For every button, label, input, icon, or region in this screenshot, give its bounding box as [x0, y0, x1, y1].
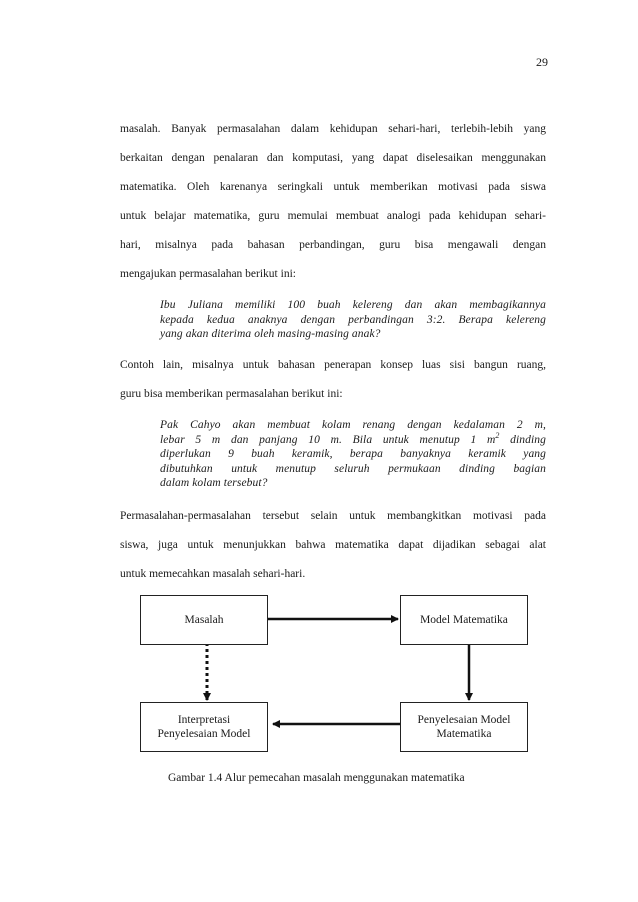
text-line: Permasalahan-permasalahan tersebut selain untuk membangkitkan motivasi pada	[120, 510, 546, 522]
box-label: Masalah	[184, 614, 224, 626]
quote-line: diperlukan 9 buah keramik, berapa banyaknya keramik yang	[160, 448, 546, 460]
paragraph-1	[120, 122, 546, 296]
box-interpretasi	[140, 702, 268, 752]
box-label: Penyelesaian Model	[417, 714, 511, 726]
text-line: siswa, juga untuk menunjukkan bahwa matematika dapat dijadikan sebagai alat	[120, 539, 546, 551]
quote-line: Pak Cahyo akan membuat kolam renang dengan kedalaman 2 m,	[160, 419, 546, 431]
box-model-matematika	[400, 595, 528, 645]
paragraph-2	[120, 358, 546, 416]
quote-line: kepada kedua anaknya dengan perbandingan 3:2. Berapa kelereng	[160, 313, 546, 326]
quote-text: lebar 5 m dan panjang 10 m. Bila untuk menutup 1 m	[160, 433, 496, 446]
page-number: 29	[536, 55, 548, 69]
text-line: mengajukan permasalahan berikut ini:	[120, 268, 296, 280]
quote-line	[160, 430, 546, 448]
text-line: untuk memecahkan masalah sehari-hari.	[120, 568, 306, 580]
box-label: Model Matematika	[420, 614, 508, 626]
paragraph-3	[120, 509, 546, 596]
quote-line: dalam kolam tersebut?	[160, 477, 268, 489]
quote-line: Ibu Juliana memiliki 100 buah kelereng dan akan membagikannya	[160, 299, 546, 311]
text-line: untuk belajar matematika, guru memulai membuat analogi pada kehidupan sehari-	[120, 210, 546, 222]
text-line: masalah. Banyak permasalahan dalam kehidupan sehari-hari, terlebih-lebih yang	[120, 123, 546, 135]
quote-1	[160, 298, 546, 342]
box-label: Interpretasi	[177, 714, 231, 726]
box-label: Penyelesaian Model	[157, 728, 251, 740]
quote-line: dibutuhkan untuk menutup seluruh permukaan dinding bagian	[160, 462, 546, 475]
box-label: Matematika	[436, 728, 492, 740]
figure-caption: Gambar 1.4 Alur pemecahan masalah menggunakan matematika	[168, 772, 465, 784]
text-line: berkaitan dengan penalaran dan komputasi, yang dapat diselesaikan menggunakan	[120, 152, 546, 164]
box-masalah	[140, 595, 268, 645]
superscript: 2	[495, 430, 500, 440]
quote-2	[160, 418, 546, 491]
quote-line: yang akan diterima oleh masing-masing anak?	[160, 328, 381, 340]
quote-text: dinding	[499, 433, 546, 446]
text-line: guru bisa memberikan permasalahan berikut ini:	[120, 388, 343, 400]
box-penyelesaian-model	[400, 702, 528, 752]
text-line: hari, misalnya pada bahasan perbandingan, guru bisa mengawali dengan	[120, 239, 546, 251]
text-line: matematika. Oleh karenanya seringkali untuk memberikan motivasi pada siswa	[120, 181, 546, 193]
text-line: Contoh lain, misalnya untuk bahasan penerapan konsep luas sisi bangun ruang,	[120, 359, 546, 371]
